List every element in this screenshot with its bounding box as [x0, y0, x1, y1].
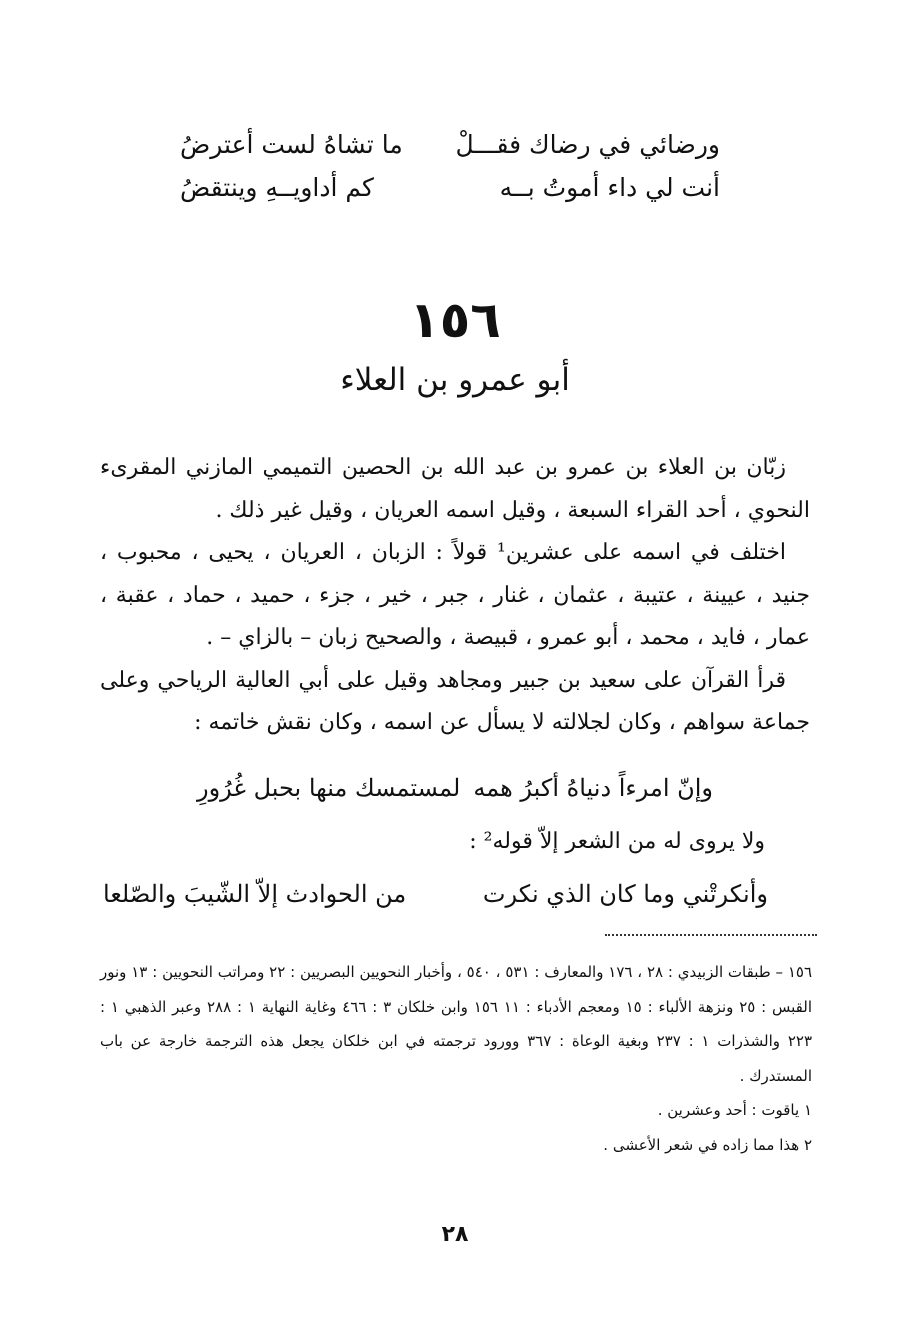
page-number: ٢٨ — [441, 1222, 469, 1247]
paragraph: قرأ القرآن على سعيد بن جبير ومجاهد وقيل على أبي العالية الرياحي وعلى جماعة سواهم ، وكان لجلالته لا يسأل عن اسمه ، وكان نقش خاتمه : — [100, 667, 810, 735]
poem-verse-1 — [180, 125, 720, 165]
hemistich-second: من الحوادث إلاّ الشّيبَ والصّلعا — [103, 880, 407, 908]
hemistich-first: وإنّ امرءاً دنياهُ أكبرُ همه — [473, 774, 713, 802]
entry-title: أبو عمرو بن العلاء — [340, 362, 570, 398]
biography-text — [100, 447, 810, 745]
hemistich-first: أنت لي داء أموتُ بــه — [499, 173, 720, 202]
footnote-item: ١ ياقوت : أحد وعشرين . — [657, 1101, 812, 1119]
hemistich-first: وأنكرتْني وما كان الذي نكرت — [482, 880, 768, 908]
footnote-separator — [605, 934, 817, 936]
hemistich-first: ورضائي في رضاك فقـــلْ — [455, 130, 720, 159]
hemistich-second: ما تشاهُ لست أعترضُ — [180, 130, 403, 159]
paragraph: زبّان بن العلاء بن عمرو بن عبد الله بن الحصين التميمي المازني المقرىء النحوي ، أحد القراء السبعة ، وقيل اسمه العريان ، وقيل غير ذلك . — [100, 455, 810, 523]
hemistich-second: لمستمسك منها بحبل غُرُورِ — [197, 774, 461, 802]
paragraph: اختلف في اسمه على عشرين¹ قولاً : الزبان ، العريان ، يحيى ، محبوب ، جنيد ، عيينة ، عتيبة ، عثمان ، غنار ، جبر ، خير ، جزء ، حميد ، حماد ، عقبة ، عمار ، فايد ، محمد ، أبو عمرو ، قبيصة ، والصحيح زبان – بالزاي – . — [100, 540, 810, 650]
footnote-item: ٢ هذا مما زاده في شعر الأعشى . — [603, 1135, 812, 1154]
footnote-sources: ١٥٦ – طبقات الزبيدي : ٢٨ ، ١٧٦ والمعارف : ٥٣١ ، ٥٤٠ ، وأخبار النحويين البصريين : ٢٢ ومراتب النحويين : ١٣ ونور القبس : ٢٥ ونزهة الألباء : ١٥ ومعجم الأدباء : ١١ ١٥٦ وابن خلكان ٣ : ٤٦٦ وغاية النهاية ١ : ٢٨٨ وعبر الذهبي ١ : ٢٢٣ والشذرات ١ : ٢٣٧ وبغية الوعاة : ٣٦٧ وورود ترجمته في ابن خلكان يجعل هذه الترجمة خارجة عن باب المستدرك . — [100, 963, 813, 1085]
quoted-verse — [103, 872, 768, 916]
hemistich-second: كم أداويــهِ وينتقضُ — [180, 173, 374, 202]
poetry-note: ولا يروى له من الشعر إلاّ قوله² : — [469, 829, 765, 854]
poem-verse-2 — [180, 168, 720, 208]
entry-number: ١٥٦ — [409, 291, 501, 349]
seal-verse — [197, 766, 713, 810]
footnotes — [100, 955, 812, 1162]
